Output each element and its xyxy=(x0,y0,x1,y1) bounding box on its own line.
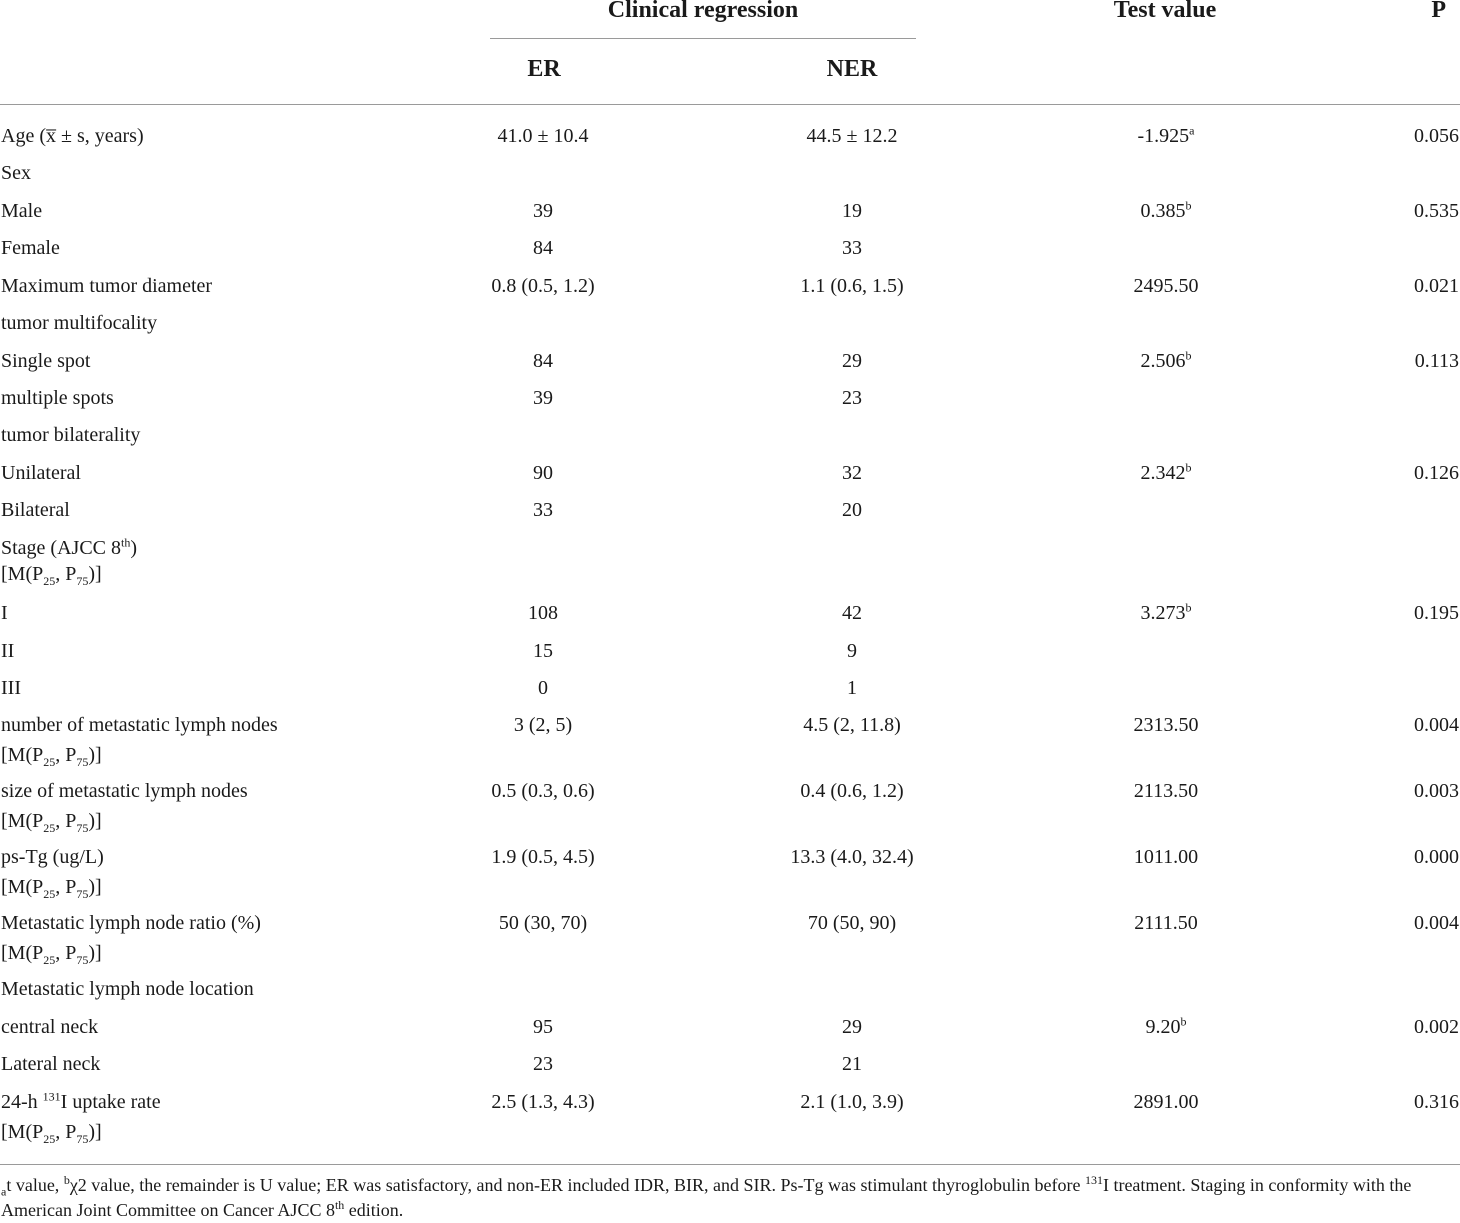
cell-er: 84 xyxy=(533,350,553,372)
row-label-median-note: [$M(P_{25}$, $P_{75}$)] xyxy=(1,563,102,588)
cell-ner: 19 xyxy=(842,200,862,222)
cell-er: 108 xyxy=(528,602,558,624)
row-label: Metastatic lymph node location xyxy=(1,978,254,1000)
row-label: Maximum tumor diameter xyxy=(1,275,213,297)
row-label: Age (x̅ ± s, years) xyxy=(1,125,144,147)
cell-p: 0.004 xyxy=(1414,912,1459,934)
header-p: P xyxy=(1431,0,1446,23)
row-label: Female xyxy=(1,237,60,259)
cell-p: 0.195 xyxy=(1414,602,1459,624)
row-label: Stage (AJCC 8th) xyxy=(1,535,138,559)
cell-er: 2.5 (1.3, 4.3) xyxy=(491,1091,595,1113)
cell-test-value: -1.925$^a$ xyxy=(1137,123,1195,147)
cell-er: 0.8 (0.5, 1.2) xyxy=(491,275,595,297)
header-clinical-regression: Clinical regression xyxy=(607,0,799,23)
cell-ner: 29 xyxy=(842,350,862,372)
cell-test-value: 2.506$^b$ xyxy=(1140,348,1192,372)
cell-p: 0.021 xyxy=(1414,275,1459,297)
cell-p: 0.000 xyxy=(1414,846,1459,868)
cell-er: 39 xyxy=(533,200,553,222)
row-label: Lateral neck xyxy=(1,1053,101,1075)
cell-er: 95 xyxy=(533,1016,553,1038)
cell-p: 0.004 xyxy=(1414,714,1459,736)
header-ner: NER xyxy=(826,56,878,82)
row-label: Male xyxy=(1,200,43,222)
cell-ner: 20 xyxy=(842,499,862,521)
row-label-median-note: [$M(P_{25}$, $P_{75}$)] xyxy=(1,744,102,769)
footer-rule xyxy=(0,1164,1460,1165)
cell-test-value: 2495.50 xyxy=(1133,275,1199,297)
cell-ner: 23 xyxy=(842,387,862,409)
header-bottom-rule xyxy=(0,104,1460,105)
cell-er: 15 xyxy=(533,640,553,662)
row-label-median-note: [$M(P_{25}$, $P_{75}$)] xyxy=(1,1121,102,1146)
cell-p: 0.126 xyxy=(1414,462,1459,484)
row-label-median-note: [$M(P_{25}$, $P_{75}$)] xyxy=(1,942,102,967)
row-label: ps-Tg (ug/L) xyxy=(1,846,104,868)
row-label-median-note: [$M(P_{25}$, $P_{75}$)] xyxy=(1,876,102,901)
row-label: tumor multifocality xyxy=(1,312,158,334)
cell-test-value: 2313.50 xyxy=(1133,714,1199,736)
cell-ner: 32 xyxy=(842,462,862,484)
cell-er: 33 xyxy=(533,499,553,521)
cell-ner: 29 xyxy=(842,1016,862,1038)
cell-ner: 13.3 (4.0, 32.4) xyxy=(790,846,914,868)
cell-p: 0.056 xyxy=(1414,125,1459,147)
cell-ner: 0.4 (0.6, 1.2) xyxy=(800,780,904,802)
cell-er: 84 xyxy=(533,237,553,259)
row-label: central neck xyxy=(1,1016,99,1038)
cell-er: 23 xyxy=(533,1053,553,1075)
row-label: size of metastatic lymph nodes xyxy=(1,780,248,802)
cell-test-value: 9.20$^b$ xyxy=(1145,1014,1187,1038)
cell-ner: 1 xyxy=(847,677,857,699)
cell-p: 0.535 xyxy=(1414,200,1459,222)
table-footnote: $_a$t value, $^b$χ2 value, the remainder is U value; ER was satisfactory, and non-ER included IDR, BIR, and SIR. Ps-Tg was stimulant thyroglobulin before $^{131}$I treatment. Staging in conformity with the American Joint Committee on Cancer AJCC 8th edition. xyxy=(1,1173,1412,1220)
cell-ner: 1.1 (0.6, 1.5) xyxy=(800,275,904,297)
row-label: tumor bilaterality xyxy=(1,424,141,446)
cell-test-value: 2.342$^b$ xyxy=(1140,460,1192,484)
cell-er: 0.5 (0.3, 0.6) xyxy=(491,780,595,802)
header-er: ER xyxy=(527,56,561,82)
cell-ner: 9 xyxy=(847,640,857,662)
cell-er: 50 (30, 70) xyxy=(498,912,588,934)
header-test-value: Test value xyxy=(1113,0,1217,23)
cell-test-value: 1011.00 xyxy=(1133,846,1199,868)
row-label: II xyxy=(1,640,15,662)
cell-p: 0.003 xyxy=(1414,780,1459,802)
cell-test-value: 2891.00 xyxy=(1133,1091,1199,1113)
cell-er: 3 (2, 5) xyxy=(513,714,573,736)
row-label: number of metastatic lymph nodes xyxy=(1,714,278,736)
row-label: 24-h $^{131}$I uptake rate xyxy=(1,1089,161,1113)
row-label: Single spot xyxy=(1,350,91,372)
cell-er: 0 xyxy=(538,677,548,699)
cell-p: 0.113 xyxy=(1414,350,1459,372)
row-label: I xyxy=(1,602,8,624)
cell-test-value: 3.273$^b$ xyxy=(1140,600,1192,624)
cell-test-value: 0.385$^b$ xyxy=(1140,198,1192,222)
row-label: Sex xyxy=(1,162,31,184)
cell-er: 90 xyxy=(533,462,553,484)
cell-p: 0.002 xyxy=(1414,1016,1459,1038)
cell-ner: 21 xyxy=(842,1053,862,1075)
cell-er: 1.9 (0.5, 4.5) xyxy=(491,846,595,868)
row-label: multiple spots xyxy=(1,387,114,409)
cell-ner: 44.5 ± 12.2 xyxy=(806,125,898,147)
cell-ner: 70 (50, 90) xyxy=(807,912,897,934)
cell-er: 39 xyxy=(533,387,553,409)
row-label: Unilateral xyxy=(1,462,81,484)
cell-ner: 4.5 (2, 11.8) xyxy=(803,714,901,736)
row-label: Bilateral xyxy=(1,499,70,521)
cell-ner: 33 xyxy=(842,237,862,259)
header-subrule xyxy=(490,38,916,39)
cell-p: 0.316 xyxy=(1414,1091,1459,1113)
row-label: Metastatic lymph node ratio (%) xyxy=(1,912,261,934)
cell-ner: 42 xyxy=(842,602,862,624)
cell-ner: 2.1 (1.0, 3.9) xyxy=(800,1091,904,1113)
cell-test-value: 2113.50 xyxy=(1133,780,1199,802)
row-label-median-note: [$M(P_{25}$, $P_{75}$)] xyxy=(1,810,102,835)
cell-er: 41.0 ± 10.4 xyxy=(497,125,589,147)
row-label: III xyxy=(1,677,21,699)
cell-test-value: 2111.50 xyxy=(1134,912,1198,934)
